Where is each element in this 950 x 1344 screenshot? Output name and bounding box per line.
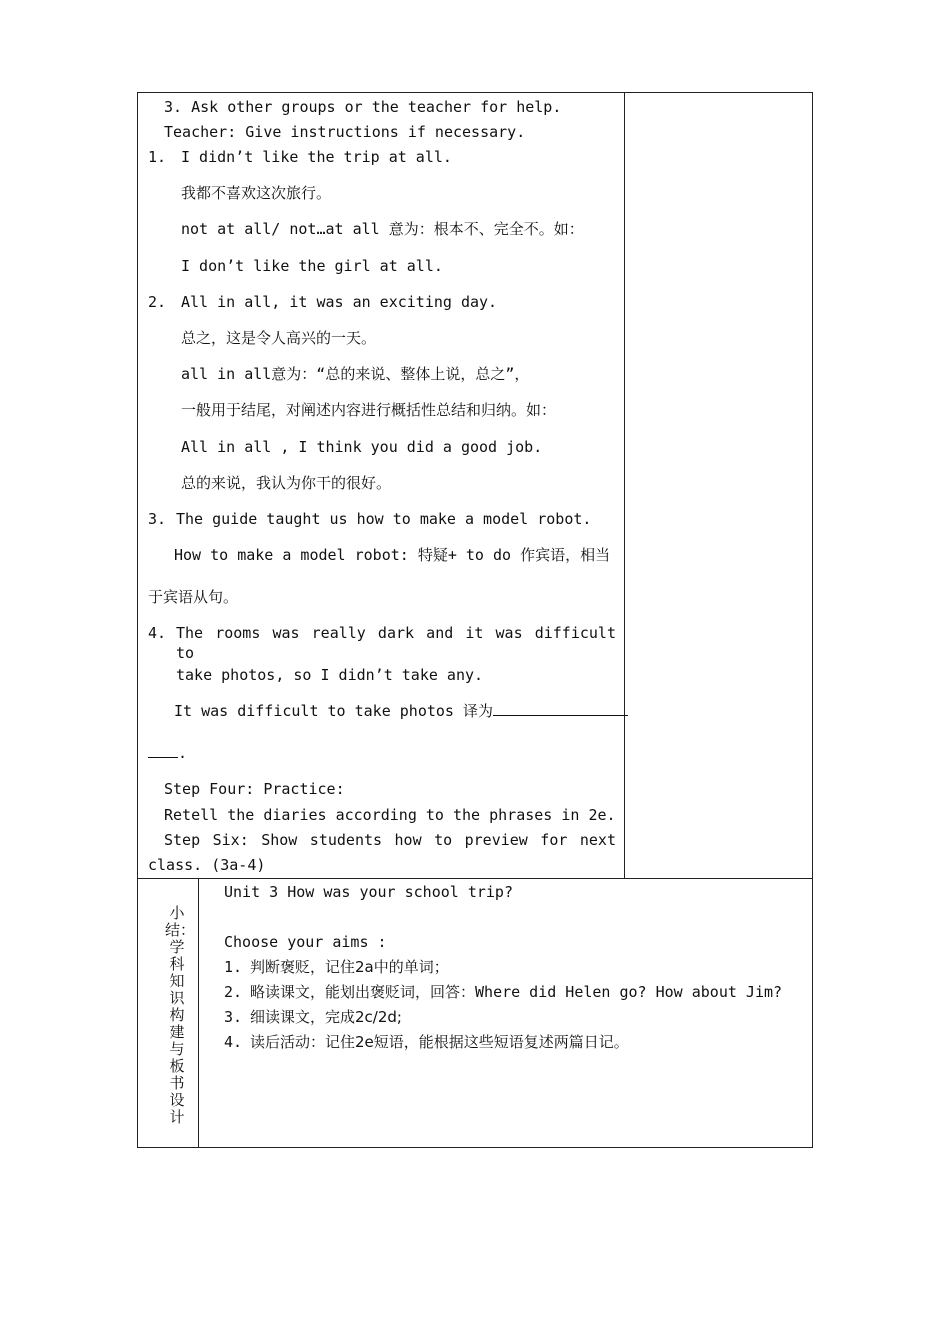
item-3-number: 3. <box>148 510 167 528</box>
aim-2-text: 略读课文，能划出褒贬词，回答：Where did Helen go? How about Jim? <box>250 983 783 1001</box>
item-4-note <box>174 701 628 721</box>
item-4-sentence: The rooms was really dark and it was difficult to <box>176 624 616 662</box>
item-1-number: 1. <box>148 148 167 166</box>
item-4-number: 4. <box>148 624 167 642</box>
translation-blank-continued[interactable] <box>148 743 178 758</box>
aim-3-text: 细读课文，完成2c/2d; <box>250 1008 402 1026</box>
item-3-note: How to make a model robot: 特疑+ to do 作宾语，相当 <box>174 546 611 564</box>
row-divider <box>138 878 813 879</box>
item-3-sentence: The guide taught us how to make a model robot. <box>176 510 592 528</box>
aim-1-text: 判断褒贬，记住2a中的单词； <box>250 958 449 976</box>
item-2-note: all in all意为：“总的来说、整体上说，总之”， <box>181 365 530 383</box>
aims-title: Choose your aims : <box>224 933 387 951</box>
unit-title: Unit 3 How was your school trip? <box>224 883 513 901</box>
step-six-continued: class. (3a-4) <box>148 856 266 874</box>
item-4-end-period: . <box>178 744 188 762</box>
aim-3-number: 3. <box>224 1008 243 1026</box>
aim-4-number: 4. <box>224 1033 243 1051</box>
aim-1-number: 1. <box>224 958 243 976</box>
retell-instruction: Retell the diaries according to the phrases in 2e. <box>164 806 616 824</box>
aim-4-text: 读后活动：记住2e短语，能根据这些短语复述两篇日记。 <box>250 1033 629 1051</box>
item-4-note-text: It was difficult to take photos 译为 <box>174 702 493 720</box>
translation-blank[interactable] <box>493 701 628 716</box>
item-2-example: All in all , I think you did a good job. <box>181 438 543 456</box>
item-4-blank-end <box>148 743 187 763</box>
lesson-plan-table <box>137 92 813 1148</box>
step3-line: 3. Ask other groups or the teacher for help. <box>164 98 562 116</box>
aim-2-number: 2. <box>224 983 243 1001</box>
item-2-note-continued: 一般用于结尾，对阐述内容进行概括性总结和归纳。如： <box>181 401 557 419</box>
item-1-sentence: I didn’t like the trip at all. <box>181 148 452 166</box>
column-divider-upper <box>624 93 625 878</box>
item-2-translation: 总之，这是令人高兴的一天。 <box>181 329 377 347</box>
step-six-heading: Step Six: Show students how to preview for next <box>164 831 616 849</box>
item-2-sentence: All in all, it was an exciting day. <box>181 293 498 311</box>
item-3-note-continued: 于宾语从句。 <box>148 588 239 606</box>
item-2-number: 2. <box>148 293 167 311</box>
item-1-example: I don’t like the girl at all. <box>181 257 443 275</box>
step-four-heading: Step Four: Practice: <box>164 780 345 798</box>
item-1-note: not at all/ not…at all 意为：根本不、完全不。如： <box>181 220 584 238</box>
teacher-line: Teacher: Give instructions if necessary. <box>164 123 526 141</box>
column-divider-lower <box>198 878 199 1148</box>
item-1-translation: 我都不喜欢这次旅行。 <box>181 184 332 202</box>
item-2-example-translation: 总的来说，我认为你干的很好。 <box>181 474 392 492</box>
item-4-sentence-continued: take photos, so I didn’t take any. <box>176 666 484 684</box>
summary-side-label: 小结：学科知识构建与板书设计 <box>165 904 196 1126</box>
